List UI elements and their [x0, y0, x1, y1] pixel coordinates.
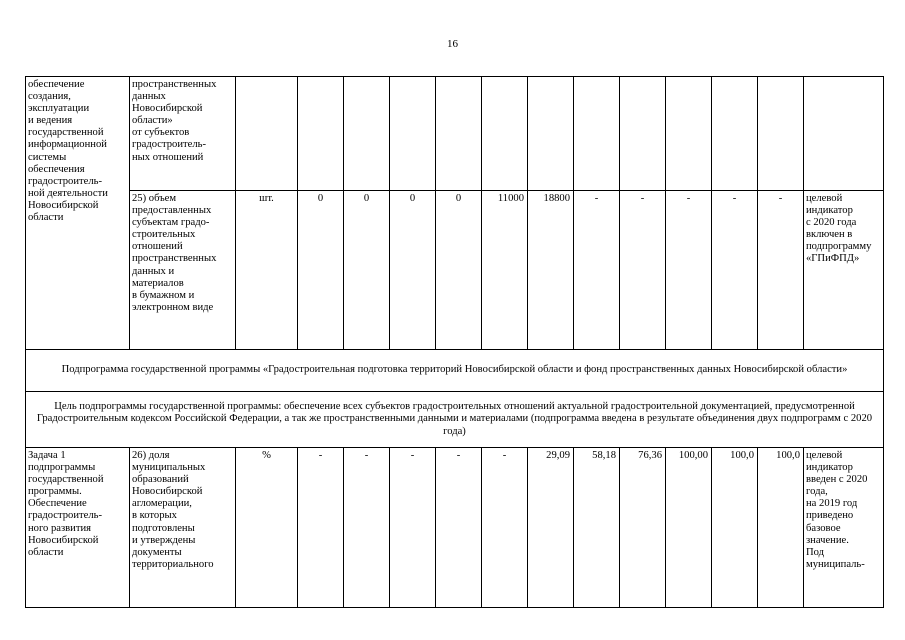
value-cell: 0: [344, 191, 390, 350]
indicator-cell: пространственных данных Новосибирской области» от субъектов градостроитель- ных отношений: [130, 77, 236, 191]
table-row: [26, 191, 884, 350]
value-cell: -: [758, 191, 804, 350]
value-cell: [344, 77, 390, 191]
value-cell: [298, 77, 344, 191]
value-cell: 76,36: [620, 448, 666, 608]
indicator-cell: 26) доля муниципальных образований Новосибирской агломерации, в которых подготовлены и утверждены документы территориального: [130, 448, 236, 608]
value-cell: -: [666, 191, 712, 350]
value-cell: -: [712, 191, 758, 350]
page-number: 16: [447, 38, 458, 50]
task-cell: обеспечение создания, эксплуатации и ведения государственной информационной системы обеспечения градостроитель- ной деятельности Новосибирской области: [26, 77, 130, 350]
value-cell: 0: [298, 191, 344, 350]
value-cell: 0: [390, 191, 436, 350]
value-cell: 100,0: [712, 448, 758, 608]
unit-cell: %: [236, 448, 298, 608]
table-row: [26, 350, 884, 392]
table-row: [26, 392, 884, 448]
value-cell: [436, 77, 482, 191]
task-cell: Задача 1 подпрограммы государственной программы. Обеспечение градостроитель- ного развития Новосибирской области: [26, 448, 130, 608]
value-cell: [574, 77, 620, 191]
subprogram-goal: Цель подпрограммы государственной программы: обеспечение всех субъектов градостроительных отношений актуальной градостроительной документацией, предусмотренной Градостроительным кодексом Российской Федерации, а так же пространственными данными и материалами (подпрограмма введена в результате объединения двух подпрограмм с 2020 года): [26, 392, 884, 448]
value-cell: 0: [436, 191, 482, 350]
value-cell: -: [298, 448, 344, 608]
value-cell: [528, 77, 574, 191]
value-cell: 100,00: [666, 448, 712, 608]
value-cell: 11000: [482, 191, 528, 350]
value-cell: -: [574, 191, 620, 350]
note-cell: целевой индикатор введен с 2020 года, на 2019 год приведено базовое значение. Под муниципаль-: [804, 448, 884, 608]
note-cell: [804, 77, 884, 191]
indicators-table: [25, 76, 884, 608]
value-cell: [758, 77, 804, 191]
table-row: [26, 77, 884, 191]
value-cell: [390, 77, 436, 191]
table-row: [26, 448, 884, 608]
value-cell: [666, 77, 712, 191]
value-cell: 29,09: [528, 448, 574, 608]
value-cell: 18800: [528, 191, 574, 350]
subprogram-title: Подпрограмма государственной программы «Градостроительная подготовка территорий Новосибирской области и фонд пространственных данных Новосибирской области»: [26, 350, 884, 392]
value-cell: [712, 77, 758, 191]
value-cell: -: [436, 448, 482, 608]
value-cell: -: [390, 448, 436, 608]
value-cell: [620, 77, 666, 191]
unit-cell: шт.: [236, 191, 298, 350]
value-cell: -: [482, 448, 528, 608]
unit-cell: [236, 77, 298, 191]
value-cell: 100,0: [758, 448, 804, 608]
value-cell: 58,18: [574, 448, 620, 608]
value-cell: -: [620, 191, 666, 350]
indicator-cell: 25) объем предоставленных субъектам градо- строительных отношений пространственных данных и материалов в бумажном и электронном виде: [130, 191, 236, 350]
value-cell: -: [344, 448, 390, 608]
note-cell: целевой индикатор с 2020 года включен в подпрограмму «ГПиФПД»: [804, 191, 884, 350]
value-cell: [482, 77, 528, 191]
